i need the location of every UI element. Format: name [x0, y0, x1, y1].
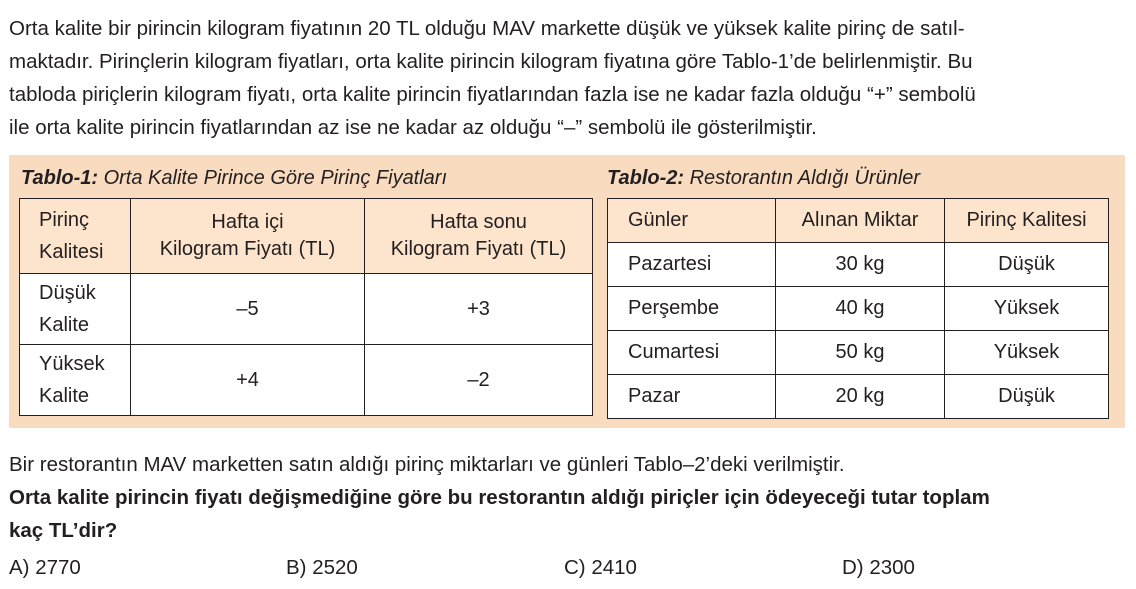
cell-day: Perşembe	[608, 287, 776, 331]
table1-caption	[21, 167, 447, 190]
table2-caption-text: Restorantın Aldığı Ürünler	[684, 167, 921, 189]
header-days: Günler	[608, 199, 776, 243]
purchases-table	[607, 198, 1109, 419]
cell-weekday: +4	[131, 345, 365, 416]
table1-caption-label: Tablo-1:	[21, 167, 99, 189]
cell-day: Cumartesi	[608, 331, 776, 375]
cell-quality: Düşük Kalite	[20, 274, 131, 345]
table-row	[20, 274, 593, 345]
price-table	[19, 198, 593, 416]
cell-day: Pazar	[608, 375, 776, 419]
option-d[interactable]: D) 2300	[842, 556, 915, 579]
header-weekday: Hafta içi Kilogram Fiyatı (TL)	[131, 199, 365, 274]
header-quality: Pirinç Kalitesi	[20, 199, 131, 274]
intro-line: tabloda piriçlerin kilogram fiyatı, orta kalite pirincin fiyatlarından fazla ise ne kadar fazla olduğu “+” sembolü	[9, 83, 976, 106]
cell-amount: 40 kg	[776, 287, 945, 331]
cell-quality: Yüksek	[945, 287, 1109, 331]
cell-weekend: –2	[365, 345, 593, 416]
cell-day: Pazartesi	[608, 243, 776, 287]
intro-paragraph	[9, 12, 1129, 144]
table-row	[608, 243, 1109, 287]
cell-quality: Yüksek	[945, 331, 1109, 375]
option-b[interactable]: B) 2520	[286, 556, 358, 579]
question-block	[9, 448, 1129, 547]
tables-panel	[9, 155, 1125, 428]
table2-caption-label: Tablo-2:	[607, 167, 685, 189]
table-row	[608, 331, 1109, 375]
table-row	[608, 375, 1109, 419]
cell-quality: Düşük	[945, 375, 1109, 419]
cell-weekday: –5	[131, 274, 365, 345]
table-row	[608, 287, 1109, 331]
cell-quality: Yüksek Kalite	[20, 345, 131, 416]
intro-line: ile orta kalite pirincin fiyatlarından az ise ne kadar az olduğu “–” sembolü ile gösterilmiştir.	[9, 116, 817, 139]
question-text: Orta kalite pirincin fiyatı değişmediğine göre bu restorantın aldığı piriçler için ödeyeceği tutar toplam	[9, 486, 990, 509]
question-context: Bir restorantın MAV marketten satın aldığı pirinç miktarları ve günleri Tablo–2’deki verilmiştir.	[9, 453, 845, 476]
table1-caption-text: Orta Kalite Pirince Göre Pirinç Fiyatları	[98, 167, 448, 189]
cell-amount: 20 kg	[776, 375, 945, 419]
option-a[interactable]: A) 2770	[9, 556, 81, 579]
table2-caption	[607, 167, 920, 190]
table-header-row	[20, 199, 593, 274]
header-quality: Pirinç Kalitesi	[945, 199, 1109, 243]
cell-amount: 50 kg	[776, 331, 945, 375]
header-amount: Alınan Miktar	[776, 199, 945, 243]
question-text: kaç TL’dir?	[9, 519, 118, 542]
option-c[interactable]: C) 2410	[564, 556, 637, 579]
table-header-row	[608, 199, 1109, 243]
table-row	[20, 345, 593, 416]
intro-line: Orta kalite bir pirincin kilogram fiyatının 20 TL olduğu MAV markette düşük ve yüksek kalite pirinç de satıl-	[9, 17, 965, 40]
intro-line: maktadır. Pirinçlerin kilogram fiyatları, orta kalite pirincin kilogram fiyatına göre Tablo-1’de belirlenmiştir. Bu	[9, 50, 973, 73]
cell-weekend: +3	[365, 274, 593, 345]
cell-quality: Düşük	[945, 243, 1109, 287]
header-weekend: Hafta sonu Kilogram Fiyatı (TL)	[365, 199, 593, 274]
cell-amount: 30 kg	[776, 243, 945, 287]
